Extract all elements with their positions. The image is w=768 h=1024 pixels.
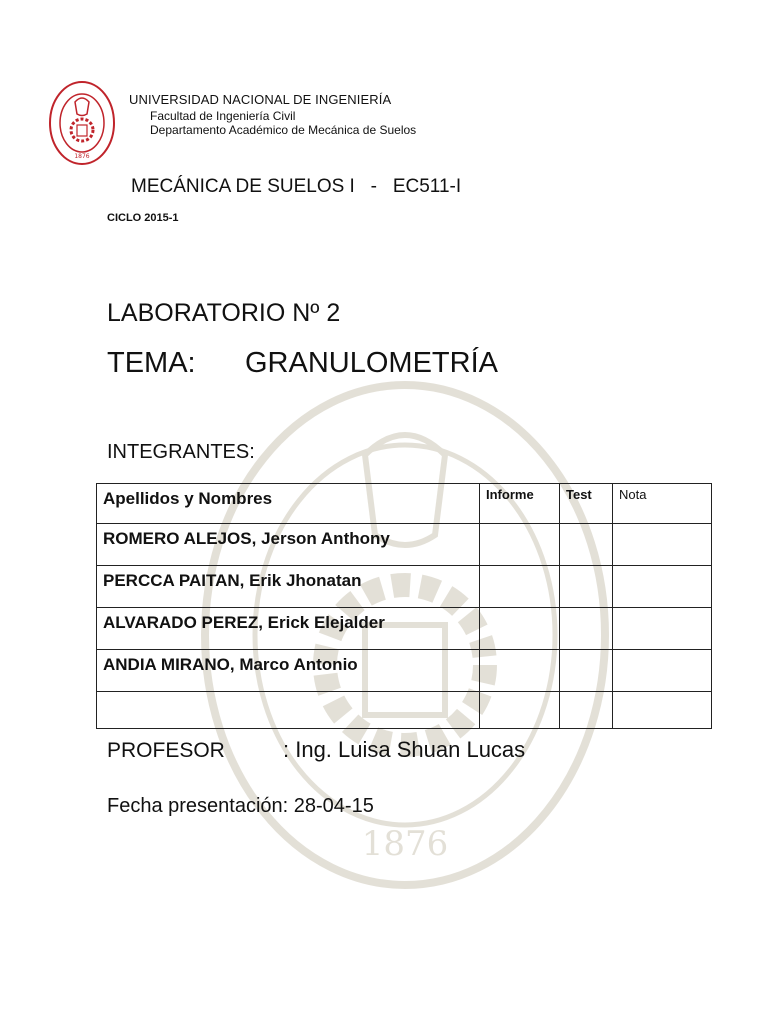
- professor-label: PROFESOR: [107, 739, 225, 762]
- members-heading: INTEGRANTES:: [107, 441, 255, 463]
- table-row: [97, 608, 712, 650]
- informe-cell: [480, 566, 560, 608]
- table-row: [97, 524, 712, 566]
- member-name: ANDIA MIRANO, Marco Antonio: [97, 650, 480, 692]
- presentation-date: Fecha presentación: 28-04-15: [107, 795, 374, 817]
- course-name: MECÁNICA DE SUELOS I - EC511-I: [131, 176, 462, 197]
- department-name: Departamento Académico de Mecánica de Suelos: [150, 123, 417, 137]
- lab-title: LABORATORIO Nº 2: [107, 299, 341, 327]
- member-name: ROMERO ALEJOS, Jerson Anthony: [97, 524, 480, 566]
- course-cycle: CICLO 2015-1: [107, 212, 179, 224]
- test-cell: [560, 566, 613, 608]
- table-header-row: [97, 484, 712, 524]
- nota-cell: [613, 566, 712, 608]
- informe-cell: [480, 524, 560, 566]
- svg-text:1876: 1876: [361, 824, 449, 864]
- nota-cell: [613, 524, 712, 566]
- test-cell: [560, 608, 613, 650]
- topic-label: TEMA:: [107, 347, 196, 379]
- topic-value: GRANULOMETRÍA: [245, 347, 498, 379]
- nota-cell: [613, 692, 712, 729]
- test-cell: [560, 524, 613, 566]
- table-row-empty: [97, 692, 712, 729]
- table-row: [97, 566, 712, 608]
- university-name: UNIVERSIDAD NACIONAL DE INGENIERÍA: [129, 92, 392, 107]
- member-name: PERCCA PAITAN, Erik Jhonatan: [97, 566, 480, 608]
- informe-cell: [480, 608, 560, 650]
- column-header-nota: Nota: [613, 484, 712, 524]
- test-cell: [560, 692, 613, 729]
- members-table: [96, 483, 712, 729]
- member-name: [97, 692, 480, 729]
- member-name: ALVARADO PEREZ, Erick Elejalder: [97, 608, 480, 650]
- nota-cell: [613, 608, 712, 650]
- test-cell: [560, 650, 613, 692]
- column-header-informe: Informe: [480, 484, 560, 524]
- nota-cell: [613, 650, 712, 692]
- table-row: [97, 650, 712, 692]
- column-header-names: Apellidos y Nombres: [97, 484, 480, 524]
- faculty-name: Facultad de Ingeniería Civil: [150, 109, 296, 123]
- informe-cell: [480, 692, 560, 729]
- column-header-test: Test: [560, 484, 613, 524]
- svg-text:1876: 1876: [74, 153, 90, 160]
- informe-cell: [480, 650, 560, 692]
- university-seal-logo: [48, 80, 116, 166]
- professor-name: : Ing. Luisa Shuan Lucas: [283, 737, 526, 762]
